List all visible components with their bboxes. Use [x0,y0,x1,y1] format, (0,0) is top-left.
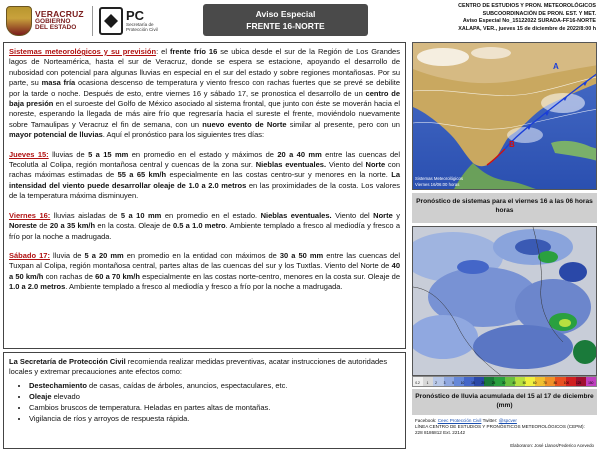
text-bold: 20 a 40 mm [277,149,322,159]
svg-text:A: A [553,62,559,71]
text-bold: 5 a 10 mm [120,210,162,220]
contact-info [415,418,597,436]
text-bold: 1.0 a 2.0 metros [9,282,66,292]
alert-banner [203,4,368,36]
list-item [29,392,400,402]
text: y [392,210,400,220]
rainfall-scale-labels [412,381,597,387]
text-bold: centro de baja presión [9,88,400,109]
scale-label: 2 [435,381,437,385]
text-bold: La Secretaría de Protección Civil [9,357,126,366]
scale-label: 30 [502,381,506,385]
text: Viento del [331,210,374,220]
scale-label: 20 [481,381,485,385]
rainfall-forecast-map [412,226,597,376]
text: similar al presente, pero con un [286,119,400,129]
scale-label: 100 [563,381,570,385]
caption-line1: Sistemas Meteorológicos [415,176,464,181]
facebook-link[interactable]: Ceec Protección Civil [437,418,482,423]
center-line2: SUBCOORDINACIÓN DE PRON. EST. Y MET. [482,10,596,17]
scale-label: 150 [588,381,594,385]
scale-label: 60 [532,381,537,385]
caption-line2: Viernes 16/06:00 horas [415,181,460,187]
phone-number: 228 8186812 Ext. 22142 [415,430,466,435]
saturday-forecast [9,251,400,293]
list-item [29,403,400,413]
text-bold: Noreste [9,221,37,231]
scale-label: 25 [491,381,496,385]
text-bold: frente frío 16 [170,47,218,56]
thursday-heading: Jueves 15: [9,149,49,159]
text: de [36,221,50,231]
scale-label: 0.2 [415,381,420,385]
text-bold: 30 a 50 mm [279,250,324,260]
text-bold: 55 a 65 km/h [117,170,167,180]
text: en el suroeste del Golfo de México asociado al sistema frontal, que junto con éste se moverán hacia el noreste, esperando la llegada de más aire frío que regresaría hacia el sureste el frente, moviéndolo nuevamente sobre Tamaulipas y Veracruz el fin de semana, con un [9,99,400,129]
scale-label: 3 [443,381,446,385]
credits: Elaboraron: José Llanos/Federico Acevedo [510,443,594,448]
proteccion-civil-emblem-icon [99,7,123,35]
text: . Ambiente templado a fresco al mediodía y fresco a frío por la noche a madrugada. [9,221,400,241]
text: se ubica desde el sur de la Región de Los Grandes lagos de Norteamérica, hasta el sur de Veracruz, donde se espera se estacione, apoyando el desarrollo de nubosidad con potencial para algunas lluvias en especial en el sur del estado y sobre regiones montañosas. Por su parte, su [9,47,400,88]
friday-heading: Viernes 16: [9,210,51,220]
text: lluvias de [48,149,89,159]
pc-logo-line2: Secretaría de [126,22,154,27]
center-line1: CENTRO DE ESTUDIOS Y PRON. METEOROLÓGICOS [458,3,596,9]
scale-label: 5 [452,381,454,385]
text: lluvia de [49,250,85,260]
text-bold: 60 a 70 km/h [95,271,140,281]
text-bold: 5 a 15 mm [88,149,129,159]
text: con rachas de [43,271,96,281]
systems-paragraph [9,47,400,141]
forecast-text-box [3,42,406,349]
saturday-heading: Sábado 17: [9,250,50,260]
scale-label: 70 [543,381,547,385]
veracruz-seal-icon [6,6,32,36]
scale-label: 40 [512,381,516,385]
text: Facebook: [415,418,438,423]
veracruz-logo-line2: GOBIERNO [35,17,71,25]
text: lluvias aisladas de [50,210,121,220]
text-bold: mayor potencial de lluvias [9,130,103,140]
scale-label: 15 [471,381,475,385]
text-bold: Norte [373,210,393,220]
issuing-center-info [378,3,596,33]
text-bold: La intensidad del viento puede desarrollar oleaje de 1.0 a 2.0 metros [9,170,401,190]
scale-label: 1 [426,381,429,385]
phone-line-label: LÍNEA CENTRO DE ESTUDIOS Y PRONÓSTICOS METEOROLÓGICOS (CEPM): [415,424,585,429]
text-bold: Norte [365,160,386,170]
scale-label: 50 [522,381,527,385]
text-bold: 40 a 50 km/h [9,261,400,281]
recommendations-list [29,381,400,425]
text: : el [156,47,170,56]
systems-map-image [413,43,597,190]
text-bold: Oleaje [29,391,52,401]
scale-label: 10 [460,381,465,385]
text: Vigilancia de ríos y arroyos de respuesta rápida. [29,414,190,424]
text: recomienda realizar medidas preventivas, acatar instrucciones de autoridades locales y extremar precauciones ante efectos como: [9,357,388,377]
proteccion-civil-logo [99,3,179,39]
list-item [29,381,400,391]
recommendations-box [3,352,406,449]
text: con rachas máximas estimadas de [9,160,400,180]
text: . Aquí el pronóstico para los siguientes tres días: [102,130,265,140]
logo-divider [92,6,93,36]
text-bold: 5 a 20 mm [84,250,124,260]
systems-heading: Sistemas meteorológicos y su previsión [9,47,157,56]
banner-subtitle: FRENTE 16-NORTE [246,21,325,31]
text: en las proximidades de la costa. Los valores de la temperatura máxima disminuyen. [9,180,400,201]
weather-systems-map [412,42,597,190]
scale-label: 125 [575,381,582,385]
text: en promedio en el estado. [161,210,261,220]
text: Twitter: [481,418,499,423]
systems-forecast-caption: Pronóstico de sistemas para el viernes 16 a las 06 horas horas [412,193,597,223]
friday-forecast [9,211,400,242]
scale-label: 80 [553,381,558,385]
text-bold: Nieblas eventuales. [260,210,332,220]
banner-title: Aviso Especial [255,9,316,19]
text: especialmente en las costas centro-sur y menores en la norte. [166,170,392,180]
text: . Ambiente templado a fresco al mediodía y fresco a frío por la noche a madrugada. [65,282,343,292]
text: entre las cuencas del Tuxpan al Colipa, región montañosa central, partes altas de las cuencas del sur y los Tuxtlas. Viento del Norte de [9,250,401,271]
svg-text:B: B [509,140,515,149]
text: en la costa. Oleaje de [95,221,173,231]
center-line3: Aviso Especial No_15122022 SURADA-FF16-NORTE [462,18,596,25]
center-line4: XALAPA, VER., jueves 15 de diciembre de 2022/8:00 h [458,25,596,32]
text: entre las cuencas del Tecolutla al Colipa, región montañosa central y cuencas de la zona sur. [9,149,400,170]
text: especialmente en las costas norte-centro, menores en la costa sur. Oleaje de [139,271,401,281]
text-bold: masa fría [41,78,76,88]
text: de casas, caídas de árboles, anuncios, espectaculares, etc. [86,380,288,390]
text-bold: 20 a 35 km/h [49,221,96,231]
text-bold: 0.5 a 1.0 metro [172,221,226,231]
pc-logo-line3: Protección Civil [126,26,158,32]
text: ocasiona descenso de temperatura y viento fresco con rachas fuertes que se prevé se debilite por la tarde o noche. Después de esto, entre viernes 16 y sábado 17, se pronostica el desarrollo de un [9,78,400,98]
pc-logo-line1: PC [126,8,145,24]
twitter-link[interactable]: @spcver [498,418,517,423]
text: elevado [51,391,80,401]
veracruz-logo-line1: VERACRUZ [35,8,84,19]
text-bold: Destechamiento [29,380,87,390]
text: Cambios bruscos de temperatura. Heladas en partes altas de montañas. [29,403,271,413]
rainfall-forecast-caption: Pronóstico de lluvia acumulada del 15 al 17 de diciembre (mm) [412,389,597,415]
list-item [29,414,400,424]
rainfall-map-image [413,227,597,376]
text-bold: nuevo evento de Norte [202,119,287,129]
text: Viento del [326,160,366,170]
text: en promedio en el estado y máximos de [128,149,278,159]
recommendations-intro [9,357,400,378]
text-bold: Nieblas eventuales. [255,160,327,170]
veracruz-government-logo [6,3,86,39]
thursday-forecast [9,150,400,202]
veracruz-logo-line3: DEL ESTADO [35,24,77,32]
text: en promedio en la entidad con máximos de [123,250,280,260]
systems-map-caption [415,176,463,187]
